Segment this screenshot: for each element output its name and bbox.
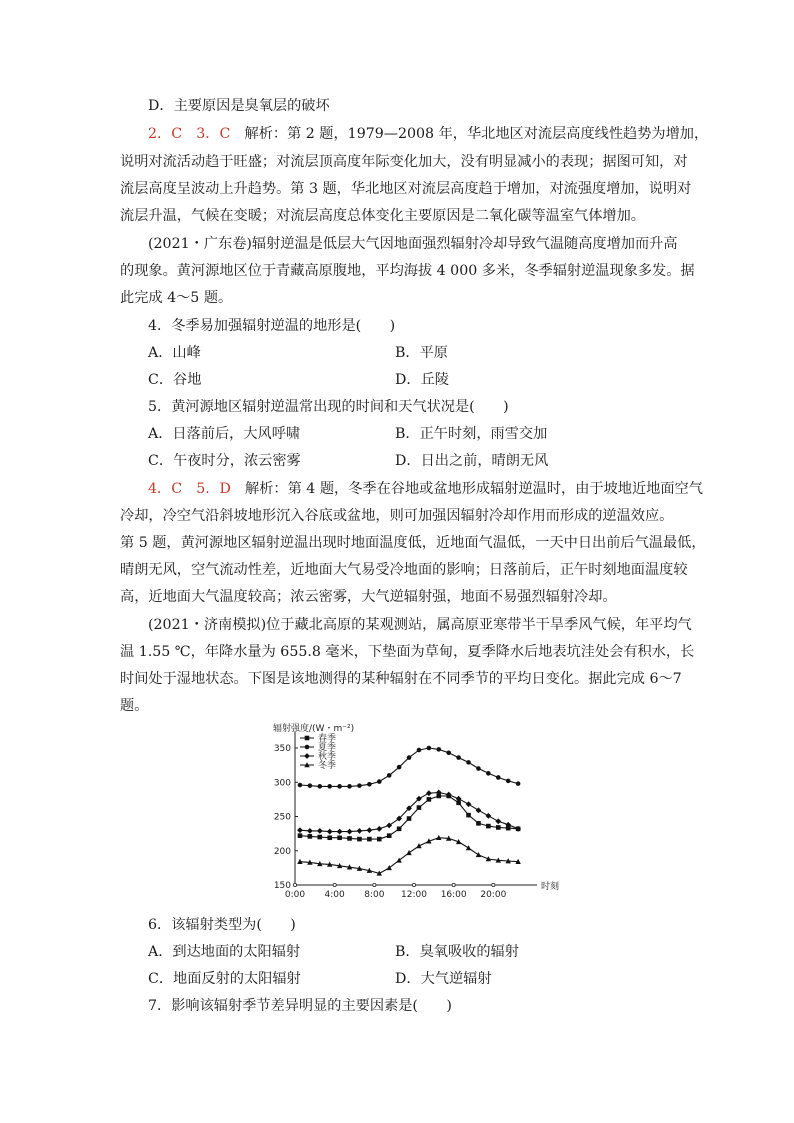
legend-marker	[304, 753, 310, 759]
x-tick	[373, 883, 376, 886]
explanation-line: 冷却，冷空气沿斜坡地形沉入谷底或盆地，则可加强因辐射冷却作用而形成的逆温效应。	[120, 508, 674, 524]
data-point-series-3	[366, 827, 372, 833]
data-point-series-3	[376, 826, 382, 832]
data-point-series-2	[347, 784, 352, 789]
stem-6-7-line: 温 1.55 ℃，年降水量为 655.8 毫米，下垫面为草甸，夏季降水后地表坑洼处会有积水，长	[120, 644, 695, 660]
legend-label: 秋季	[318, 752, 337, 762]
question-6-option-a[interactable]: A．到达地面的太阳辐射	[148, 944, 301, 960]
series-line-4	[300, 838, 518, 874]
stem-6-7-line: 题。	[120, 698, 149, 714]
stem-4-5-line: 的现象。黄河源地区位于青藏高原腹地，平均海拔 4 000 多米，冬季辐射逆温现象多发。据	[120, 263, 695, 279]
explanation-line: 流层升温，气候在变暖；对流层高度总体变化主要原因是二氧化碳等温室气体增加。	[120, 208, 645, 224]
data-point-series-1	[337, 835, 342, 840]
data-point-series-2	[387, 773, 392, 778]
data-point-series-1	[466, 813, 471, 818]
data-point-series-1	[298, 833, 303, 838]
data-point-series-2	[298, 783, 303, 788]
question-6-option-b[interactable]: B．臭氧吸收的辐射	[395, 944, 519, 960]
data-point-series-1	[347, 836, 352, 841]
answer-2-3-line	[148, 124, 709, 144]
data-point-series-2	[466, 760, 471, 765]
data-point-series-3	[426, 790, 432, 796]
question-5: 5．黄河源地区辐射逆温常出现的时间和天气状况是( )	[148, 399, 509, 415]
y-tick-label: 300	[273, 778, 291, 789]
x-axis-label: 时刻	[541, 882, 560, 892]
legend-label: 冬季	[318, 761, 337, 771]
legend-label: 春季	[318, 734, 337, 744]
x-tick-label: 4:00	[324, 890, 345, 897]
data-point-series-1	[407, 816, 412, 821]
x-tick-label: 0:00	[284, 890, 306, 897]
data-point-series-3	[307, 828, 313, 834]
data-point-series-3	[347, 829, 353, 835]
x-tick	[452, 883, 455, 886]
legend-label: 夏季	[318, 743, 337, 753]
x-tick-label: 12:00	[401, 890, 427, 897]
data-point-series-3	[476, 807, 482, 813]
data-point-series-2	[417, 748, 422, 753]
option-d-previous-question: D．主要原因是臭氧层的破坏	[148, 98, 330, 114]
data-point-series-1	[397, 827, 402, 832]
y-axis-label: 辐射强度/(W・m⁻²)	[273, 724, 355, 734]
data-point-series-1	[308, 834, 313, 839]
data-point-series-2	[317, 784, 322, 789]
data-point-series-2	[516, 781, 521, 786]
answer-key-2-3: 2．C 3．C	[148, 126, 231, 142]
question-5-option-c[interactable]: C．午夜时分，浓云密雾	[148, 453, 301, 469]
data-point-series-1	[357, 837, 362, 842]
question-4-option-d[interactable]: D．丘陵	[395, 372, 449, 388]
data-point-series-1	[377, 837, 382, 842]
question-7: 7．影响该辐射季节差异明显的主要因素是( )	[148, 998, 452, 1014]
question-5-option-a[interactable]: A．日落前后，大风呼啸	[148, 426, 301, 442]
data-point-series-2	[367, 782, 372, 787]
data-point-series-2	[397, 765, 402, 770]
data-point-series-3	[485, 813, 491, 819]
explanation-line: 第 5 题，黄河源地区辐射逆温出现时地面温度低，近地面气温低，一天中日出前后气温最低，	[120, 535, 706, 551]
question-5-option-b[interactable]: B．正午时刻，雨雪交加	[395, 426, 548, 442]
data-point-series-2	[337, 784, 342, 789]
question-4-option-c[interactable]: C．谷地	[148, 372, 202, 388]
legend-marker	[305, 736, 310, 741]
data-point-series-2	[476, 766, 481, 771]
y-tick-label: 150	[273, 881, 291, 891]
explanation-4-5-start: 解析：第 4 题，冬季在谷地或盆地形成辐射逆温时，由于坡地近地面空气	[230, 481, 703, 497]
question-4-option-a[interactable]: A．山峰	[148, 345, 201, 361]
data-point-series-2	[308, 783, 313, 788]
stem-4-5-line: 此完成 4～5 题。	[120, 290, 233, 306]
data-point-series-1	[367, 837, 372, 842]
question-6-option-c[interactable]: C．地面反射的太阳辐射	[148, 971, 301, 987]
data-point-series-1	[496, 825, 501, 830]
data-point-series-2	[327, 784, 332, 789]
question-6: 6．该辐射类型为( )	[148, 917, 296, 933]
y-tick-label: 350	[273, 744, 291, 754]
x-tick	[412, 883, 415, 886]
stem-6-7-line: 时间处于湿地状态。下图是该地测得的某种辐射在不同季节的平均日变化。据此完成 6～7	[120, 671, 682, 687]
chart-svg	[265, 722, 590, 897]
y-tick-label: 250	[273, 812, 291, 823]
data-point-series-3	[357, 828, 363, 834]
data-point-series-3	[317, 828, 323, 834]
explanation-line: 流层高度呈波动上升趋势。第 3 题，华北地区对流层高度趋于增加，对流强度增加，说明对	[120, 181, 692, 197]
data-point-series-2	[456, 755, 461, 760]
data-point-series-1	[317, 835, 322, 840]
data-point-series-2	[357, 783, 362, 788]
question-4-option-b[interactable]: B．平原	[395, 345, 448, 361]
question-4: 4．冬季易加强辐射逆温的地形是( )	[148, 318, 396, 334]
explanation-line: 高，近地面大气温度较高；浓云密雾，大气逆辐射强，地面不易强烈辐射冷却。	[120, 589, 617, 605]
data-point-series-2	[436, 747, 441, 752]
data-point-series-1	[476, 821, 481, 826]
x-tick	[492, 883, 495, 886]
data-point-series-3	[495, 818, 501, 824]
y-tick-label: 200	[273, 846, 291, 857]
data-point-series-3	[337, 829, 343, 835]
data-point-series-1	[387, 833, 392, 838]
stem-6-7-line: (2021・济南模拟)位于藏北高原的某观测站，属高原亚寒带半干旱季风气候，年平均气	[148, 617, 692, 633]
data-point-series-2	[407, 755, 412, 760]
data-point-series-4	[466, 845, 471, 850]
x-tick	[333, 883, 336, 886]
x-tick	[293, 883, 296, 886]
data-point-series-2	[427, 746, 432, 751]
data-point-series-2	[496, 775, 501, 780]
radiation-line-chart	[265, 722, 590, 897]
stem-4-5-line: (2021・广东卷)辐射逆温是低层大气因地面强烈辐射冷却导致气温随高度增加而升高	[148, 236, 678, 252]
answer-4-5-line	[148, 479, 703, 499]
data-point-series-2	[506, 779, 511, 784]
data-point-series-1	[417, 805, 422, 810]
x-tick-label: 8:00	[364, 890, 385, 897]
question-6-option-d[interactable]: D．大气逆辐射	[395, 971, 492, 987]
data-point-series-3	[466, 801, 472, 807]
x-tick-label: 20:00	[480, 890, 507, 897]
data-point-series-1	[427, 797, 432, 802]
data-point-series-2	[446, 750, 451, 755]
data-point-series-2	[486, 771, 491, 776]
legend-marker	[305, 745, 310, 750]
explanation-line: 说明对流活动趋于旺盛；对流层顶高度年际变化加大，没有明显减小的表现；据图可知，对	[120, 154, 688, 170]
data-point-series-4	[406, 850, 411, 855]
data-point-series-4	[476, 852, 481, 857]
data-point-series-3	[297, 827, 303, 833]
explanation-2-3-start: 解析：第 2 题，1979—2008 年，华北地区对流层高度线性趋势为增加，	[230, 126, 709, 142]
data-point-series-1	[486, 824, 491, 829]
answer-key-4-5: 4．C 5．D	[148, 481, 231, 497]
question-5-option-d[interactable]: D．日出之前，晴朗无风	[395, 453, 549, 469]
x-tick-label: 16:00	[440, 890, 467, 897]
data-point-series-1	[327, 835, 332, 840]
explanation-line: 晴朗无风，空气流动性差，近地面大气易受冷地面的影响；日落前后，正午时刻地面温度较	[120, 562, 688, 578]
data-point-series-2	[377, 779, 382, 784]
data-point-series-3	[327, 829, 333, 835]
